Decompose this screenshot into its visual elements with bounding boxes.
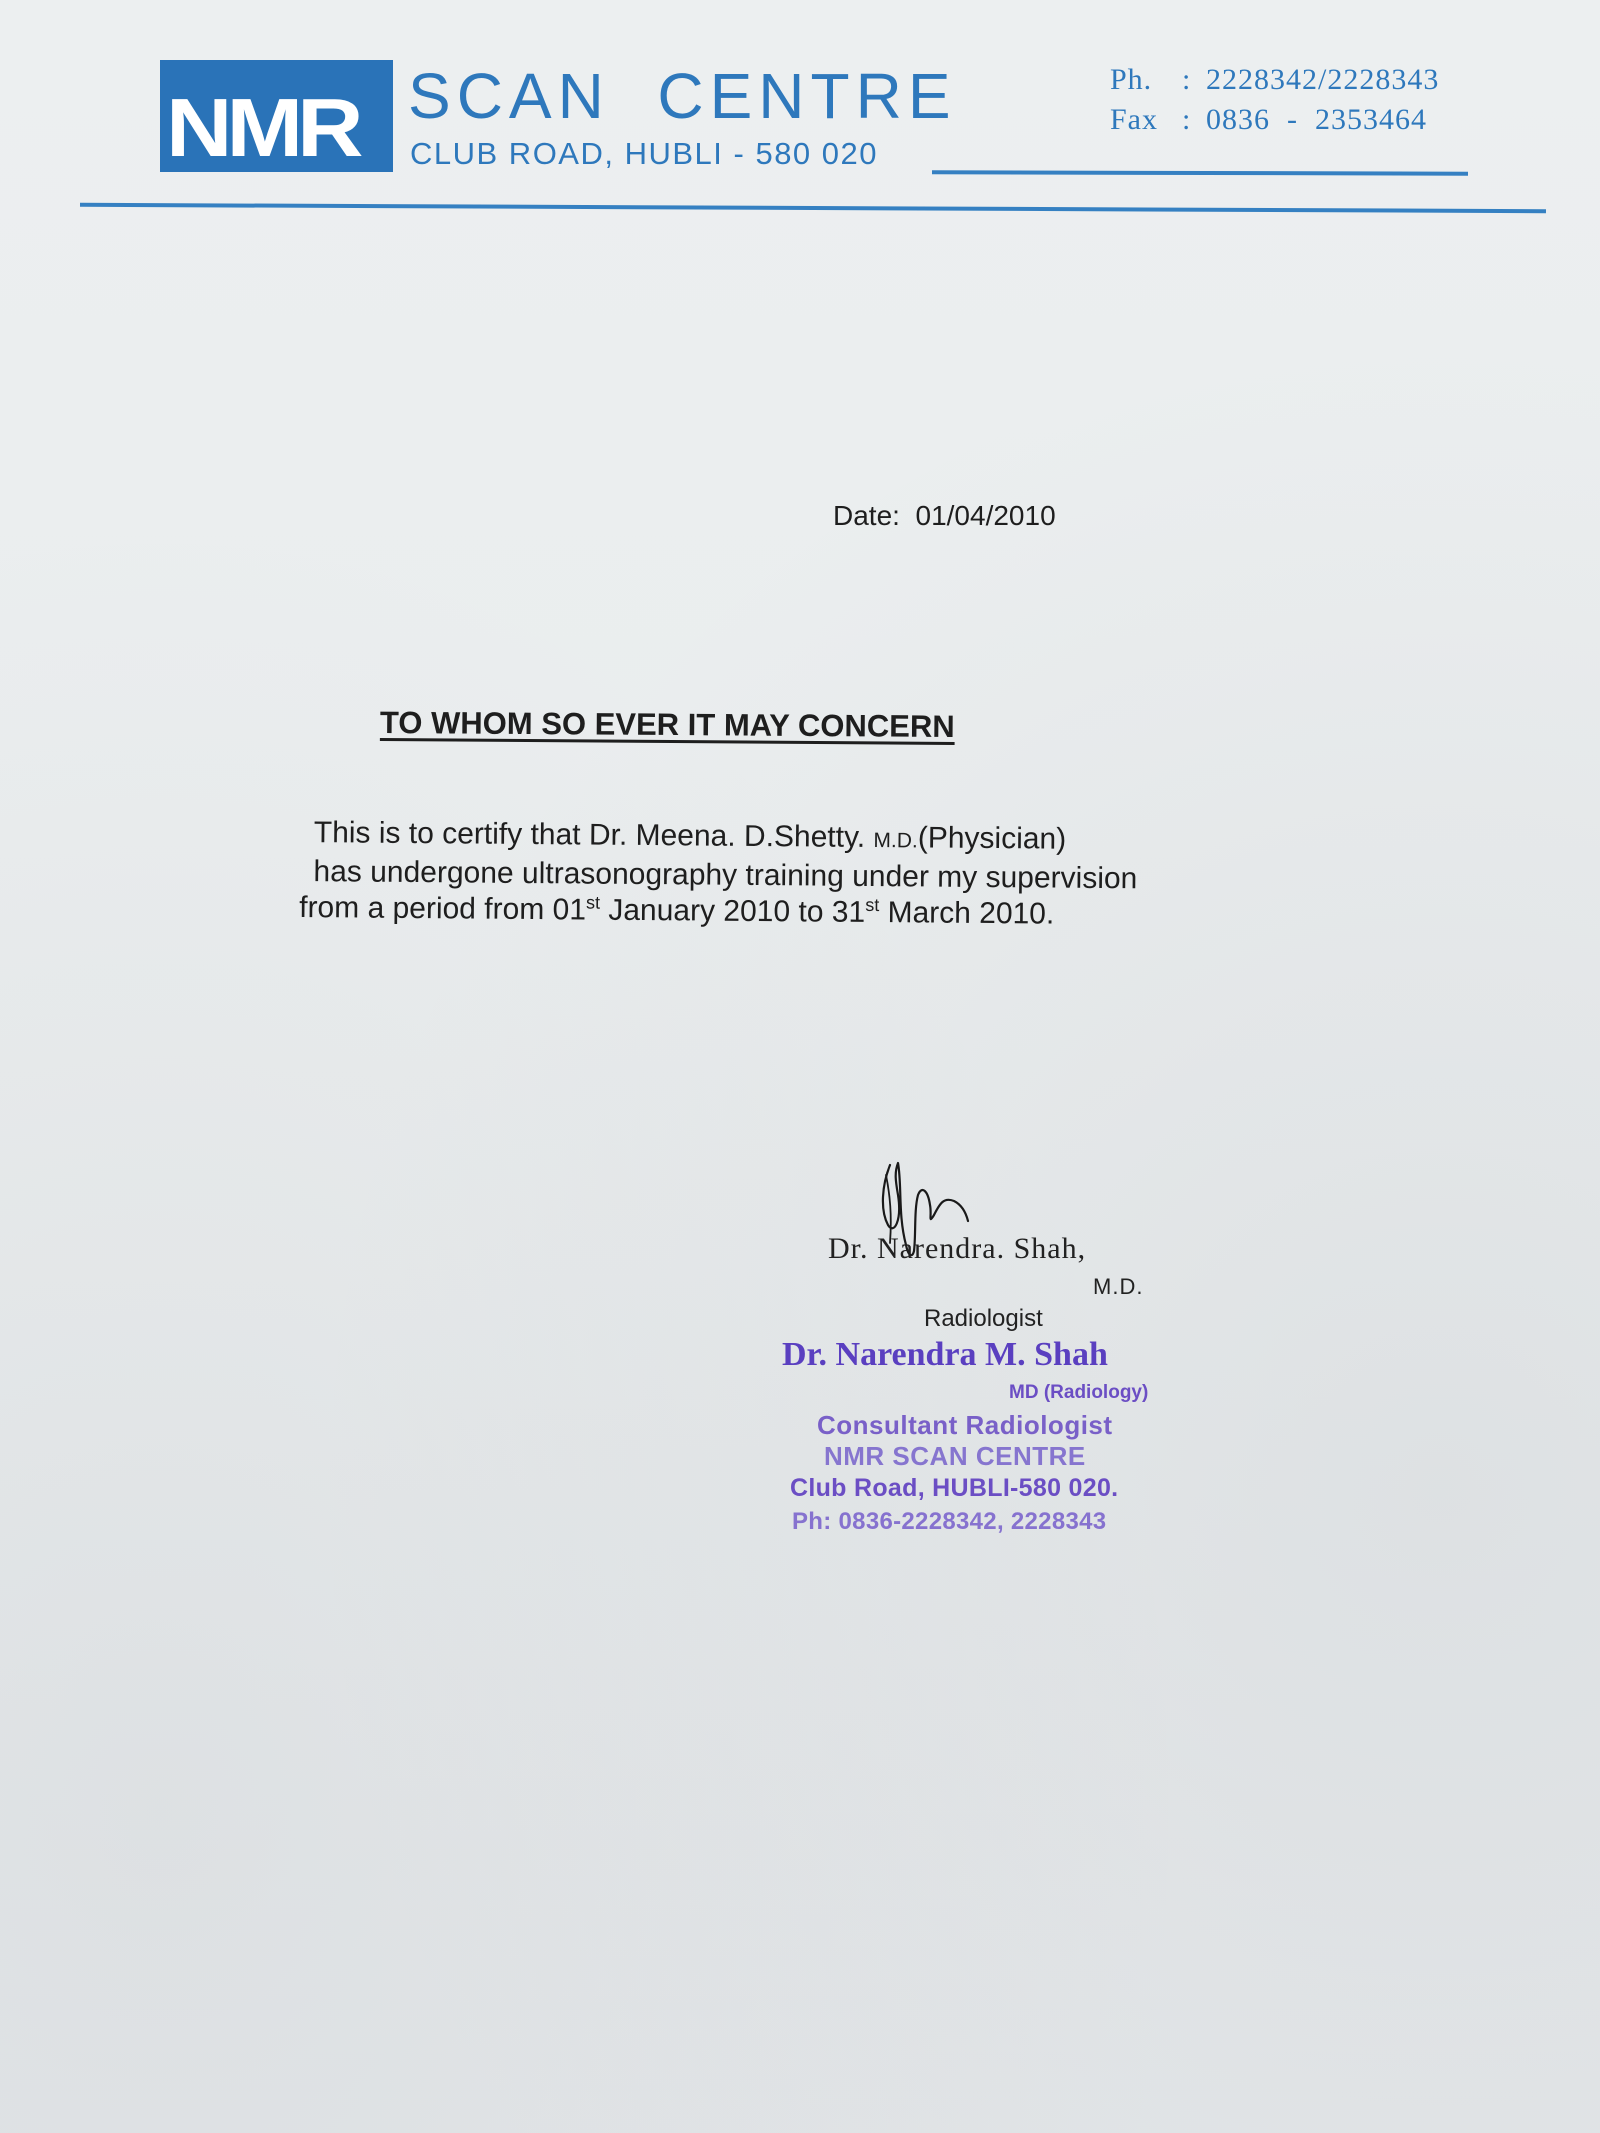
physician-specialty: (Physician) — [917, 821, 1067, 856]
fax-line — [1110, 100, 1439, 140]
period-start: from a period from 01 — [299, 890, 587, 927]
phone-line — [1110, 60, 1439, 100]
ordinal-suffix: st — [585, 892, 601, 913]
body-line-1-text: This is to certify that Dr. Meena. D.Shetty. — [313, 816, 874, 855]
stamp-org: NMR SCAN CENTRE — [824, 1441, 1086, 1471]
stamp-role: Consultant Radiologist — [817, 1410, 1113, 1440]
signatory-degree: M.D. — [1093, 1274, 1144, 1299]
phone-label: Ph. — [1110, 63, 1153, 96]
stamp-address: Club Road, HUBLI-580 020. — [790, 1474, 1119, 1502]
fax-label: Fax — [1110, 103, 1158, 136]
body-line-2: has undergone ultrasonography training under my supervision — [313, 855, 1138, 896]
org-name: SCAN CENTRE — [408, 60, 957, 132]
contact-underline — [932, 170, 1468, 175]
phone-value: 2228342/2228343 — [1206, 63, 1440, 96]
ordinal-suffix: st — [865, 894, 880, 916]
signatory-name: Dr. Narendra. Shah, — [828, 1232, 1087, 1265]
fax-value: 0836 - 2353464 — [1206, 103, 1427, 136]
letterhead-divider — [80, 203, 1546, 213]
date-label: Date: — [833, 500, 900, 531]
date-line — [833, 500, 1056, 532]
period-end: March 2010. — [879, 896, 1055, 931]
physician-degree: M.D. — [873, 829, 918, 853]
fax-separator: : — [1182, 103, 1192, 136]
org-address: CLUB ROAD, HUBLI - 580 020 — [410, 136, 879, 171]
stamp-name: Dr. Narendra M. Shah — [782, 1336, 1108, 1373]
logo-text: NMR — [166, 82, 358, 174]
stamp-degree: MD (Radiology) — [1009, 1382, 1149, 1403]
phone-separator: : — [1182, 63, 1192, 96]
letter-heading: TO WHOM SO EVER IT MAY CONCERN — [379, 705, 955, 745]
contact-block — [1110, 60, 1439, 140]
stamp-phone: Ph: 0836-2228342, 2228343 — [792, 1508, 1107, 1535]
period-middle: January 2010 to 31 — [599, 893, 866, 929]
date-value: 01/04/2010 — [915, 500, 1056, 531]
certificate-body — [299, 815, 1260, 934]
signatory-title: Radiologist — [924, 1305, 1043, 1332]
